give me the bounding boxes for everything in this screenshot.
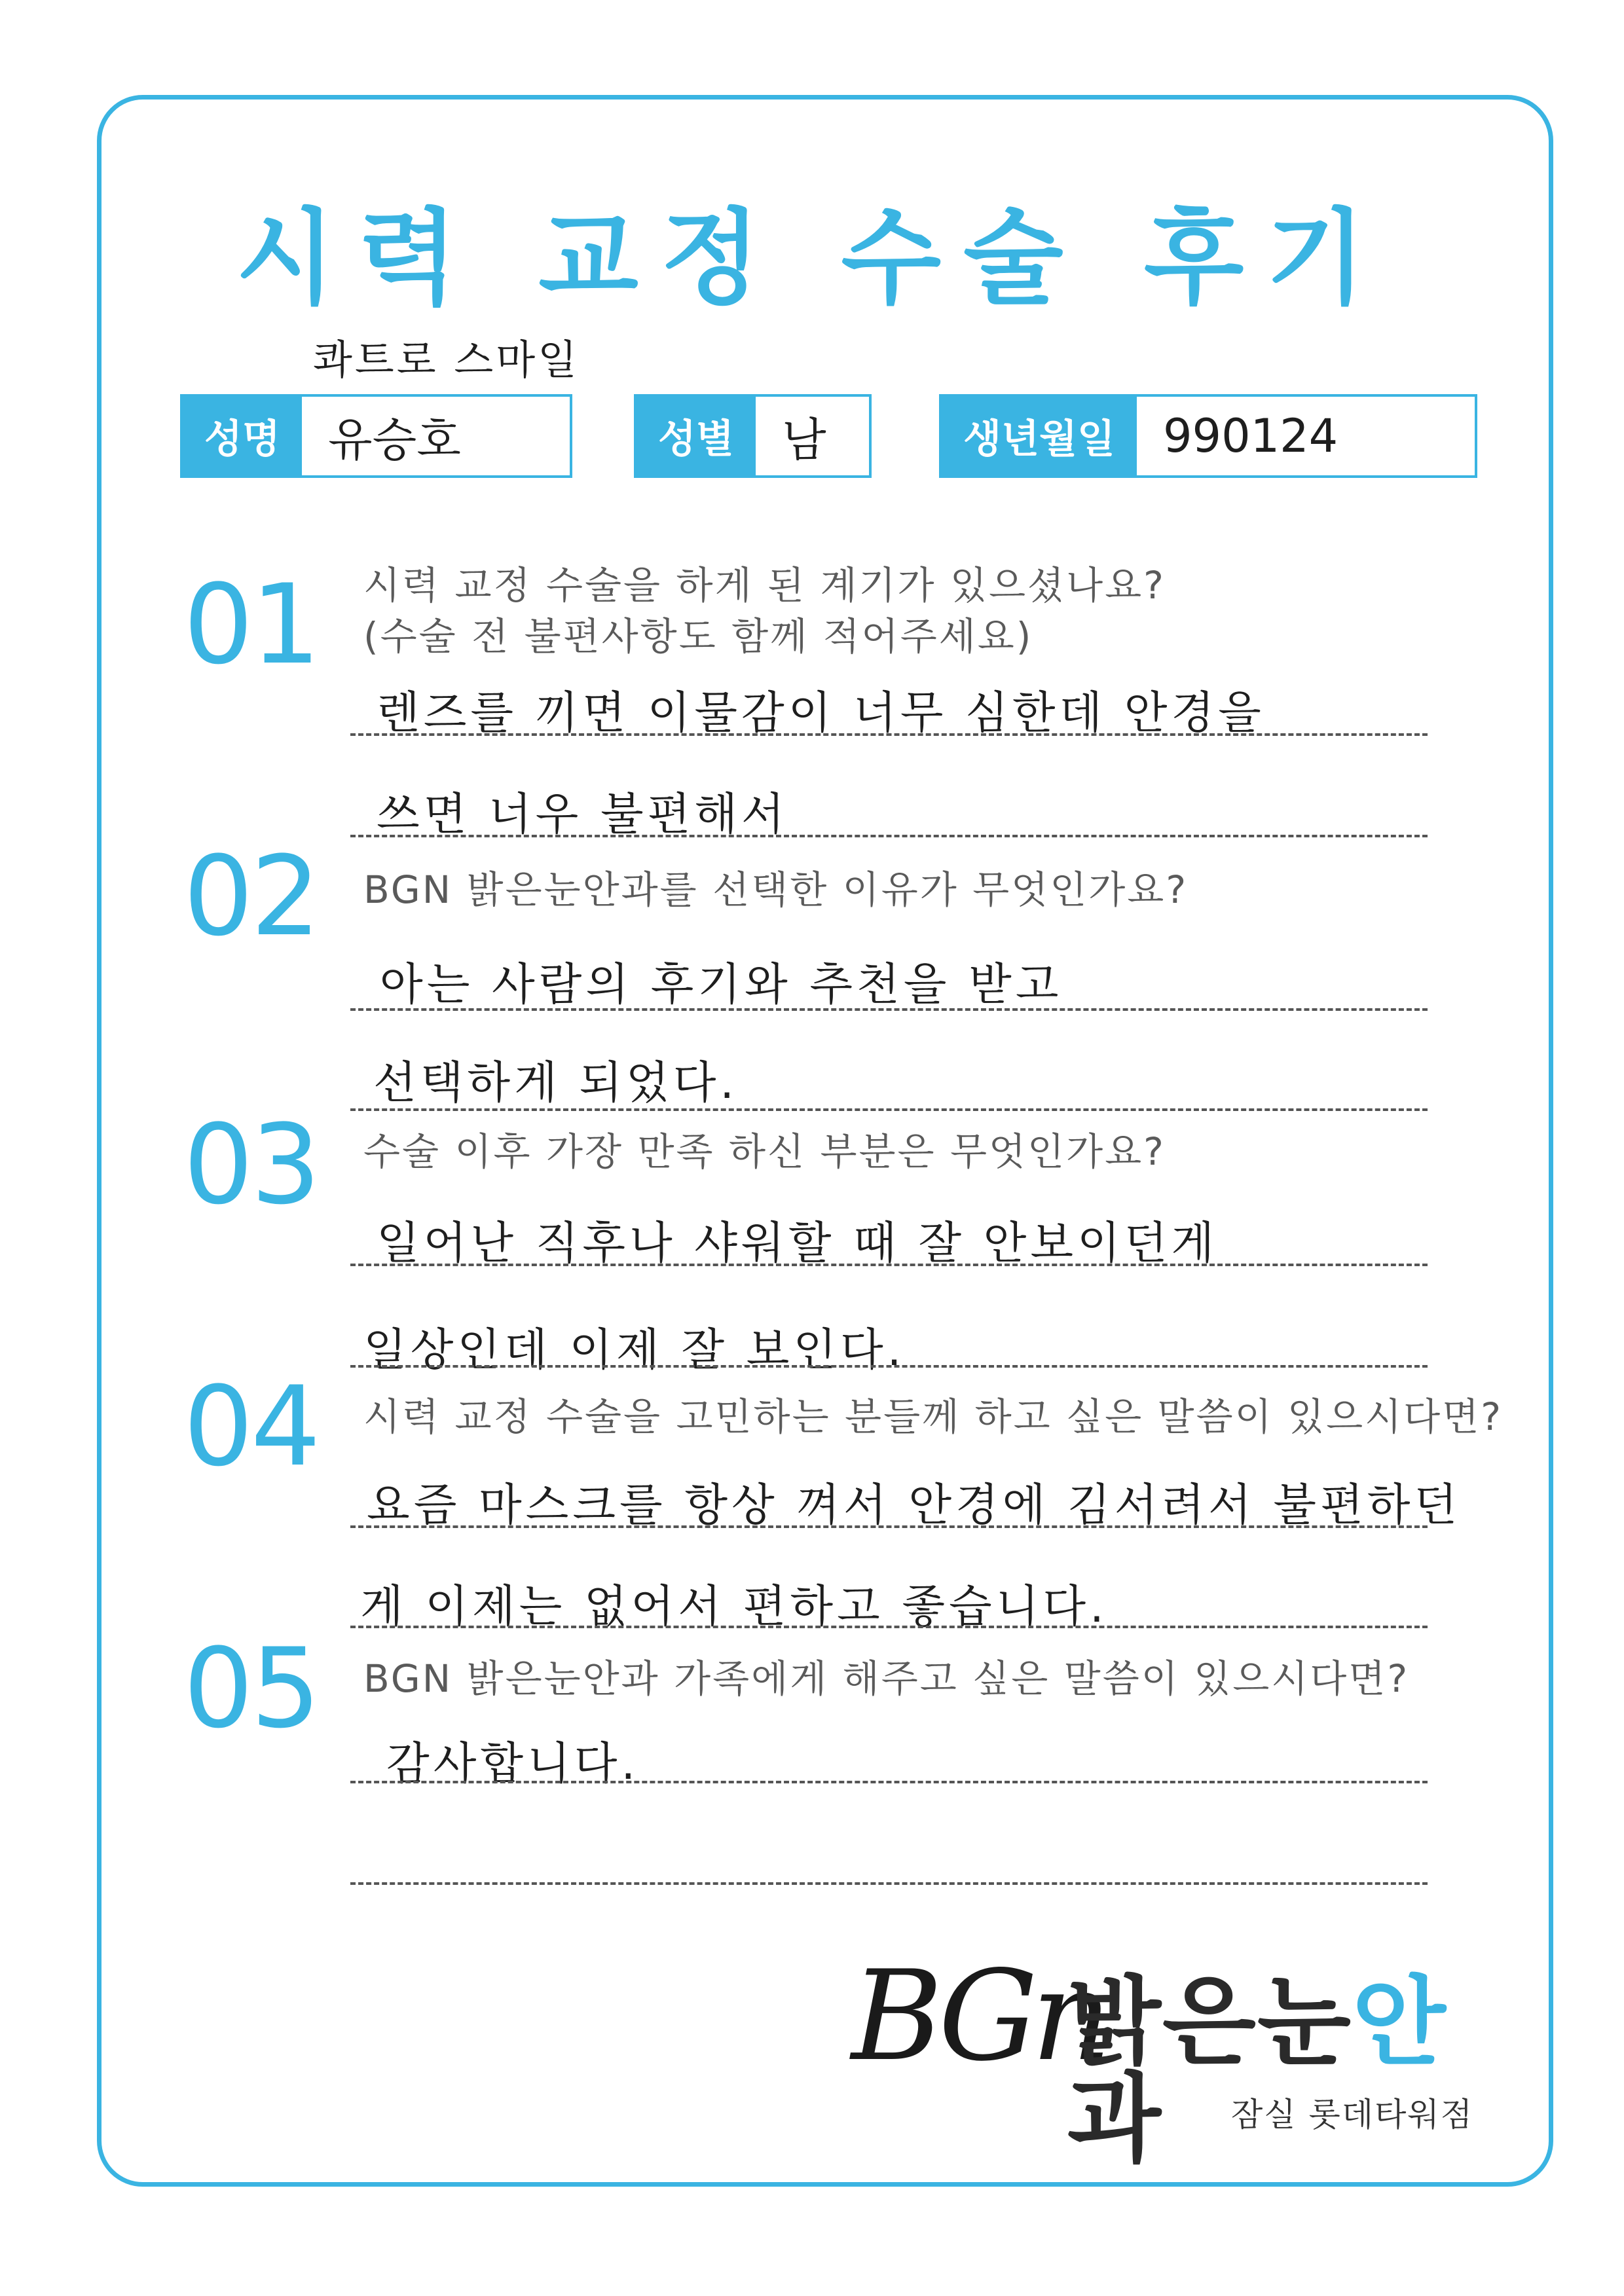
name-value: 유승호 — [328, 412, 461, 467]
answer-dotted-line — [350, 1525, 1428, 1528]
answer-line: 아는 사람의 후기와 추천을 받고 — [380, 959, 1063, 1011]
answer-dotted-line — [350, 733, 1428, 736]
form-title: 시력 교정 수술 후기 — [235, 198, 1389, 319]
birthdate-field — [939, 394, 1477, 478]
question-text-line: 수술 이후 가장 만족 하신 부분은 무엇인가요? — [363, 1129, 1166, 1174]
gender-field — [634, 394, 872, 478]
answer-dotted-line — [350, 1365, 1428, 1368]
question-number: 01 — [183, 560, 318, 689]
branch-name: 잠실 롯데타워점 — [1231, 2096, 1473, 2134]
name-label: 성명 — [183, 397, 302, 475]
question-text — [363, 1126, 1166, 1177]
answer-line: 선택하게 되었다. — [373, 1057, 739, 1109]
birthdate-value: 990124 — [1163, 409, 1338, 463]
answer-line: 쓰면 너우 불편해서 — [377, 789, 788, 841]
question-text — [363, 560, 1166, 662]
logo-korean-post: 과 — [1067, 2063, 1162, 2176]
answer-dotted-line — [350, 1008, 1428, 1011]
question-text-line: (수술 전 불편사항도 함께 적어주세요) — [363, 614, 1033, 659]
answer-dotted-line — [350, 1882, 1428, 1885]
birthdate-label: 생년월일 — [942, 397, 1137, 475]
logo-korean-accent: 안 — [1352, 1966, 1447, 2079]
answer-line: 감사합니다. — [386, 1738, 640, 1790]
answer-line: 요즘 마스크를 항상 껴서 안경에 김서려서 불편하던 — [367, 1480, 1462, 1531]
question-number: 05 — [183, 1624, 318, 1753]
answer-line: 렌즈를 끼면 이물감이 너무 심한데 안경을 — [377, 687, 1265, 739]
answer-dotted-line — [350, 1781, 1428, 1783]
question-text-line: 시력 교정 수술을 고민하는 분들께 하고 싶은 말씀이 있으시다면? — [363, 1394, 1504, 1439]
logo-latin: BGn — [851, 1944, 1105, 2088]
answer-line: 일상인데 이제 잘 보인다. — [363, 1324, 906, 1376]
question-number: 02 — [183, 832, 318, 960]
question-number: 03 — [183, 1101, 318, 1229]
logo-korean-pre: 밝은눈 — [1067, 1966, 1352, 2079]
answer-dotted-line — [350, 1626, 1428, 1628]
gender-value: 남 — [782, 412, 826, 467]
gender-label: 성별 — [637, 397, 756, 475]
question-text-line: BGN 밝은눈안과를 선택한 이유가 무엇인가요? — [363, 867, 1189, 912]
question-text — [363, 1391, 1503, 1442]
surgery-type-note: 콰트로 스마일 — [313, 336, 580, 384]
question-number: 04 — [183, 1362, 318, 1491]
logo-korean — [1067, 1966, 1493, 2176]
question-text-line: 시력 교정 수술을 하게 된 계기가 있으셨나요? — [363, 563, 1166, 608]
name-field — [180, 394, 572, 478]
clinic-logo — [851, 1944, 1493, 2176]
question-text — [363, 864, 1188, 915]
answer-line: 게 이제는 없어서 편하고 좋습니다. — [360, 1581, 1108, 1633]
answer-dotted-line — [350, 1108, 1428, 1111]
question-text — [363, 1653, 1409, 1704]
question-text-line: BGN 밝은눈안과 가족에게 해주고 싶은 말씀이 있으시다면? — [363, 1656, 1410, 1701]
answer-dotted-line — [350, 1264, 1428, 1266]
answer-dotted-line — [350, 835, 1428, 837]
answer-line: 일어난 직후나 샤워할 때 잘 안보이던게 — [377, 1218, 1219, 1269]
